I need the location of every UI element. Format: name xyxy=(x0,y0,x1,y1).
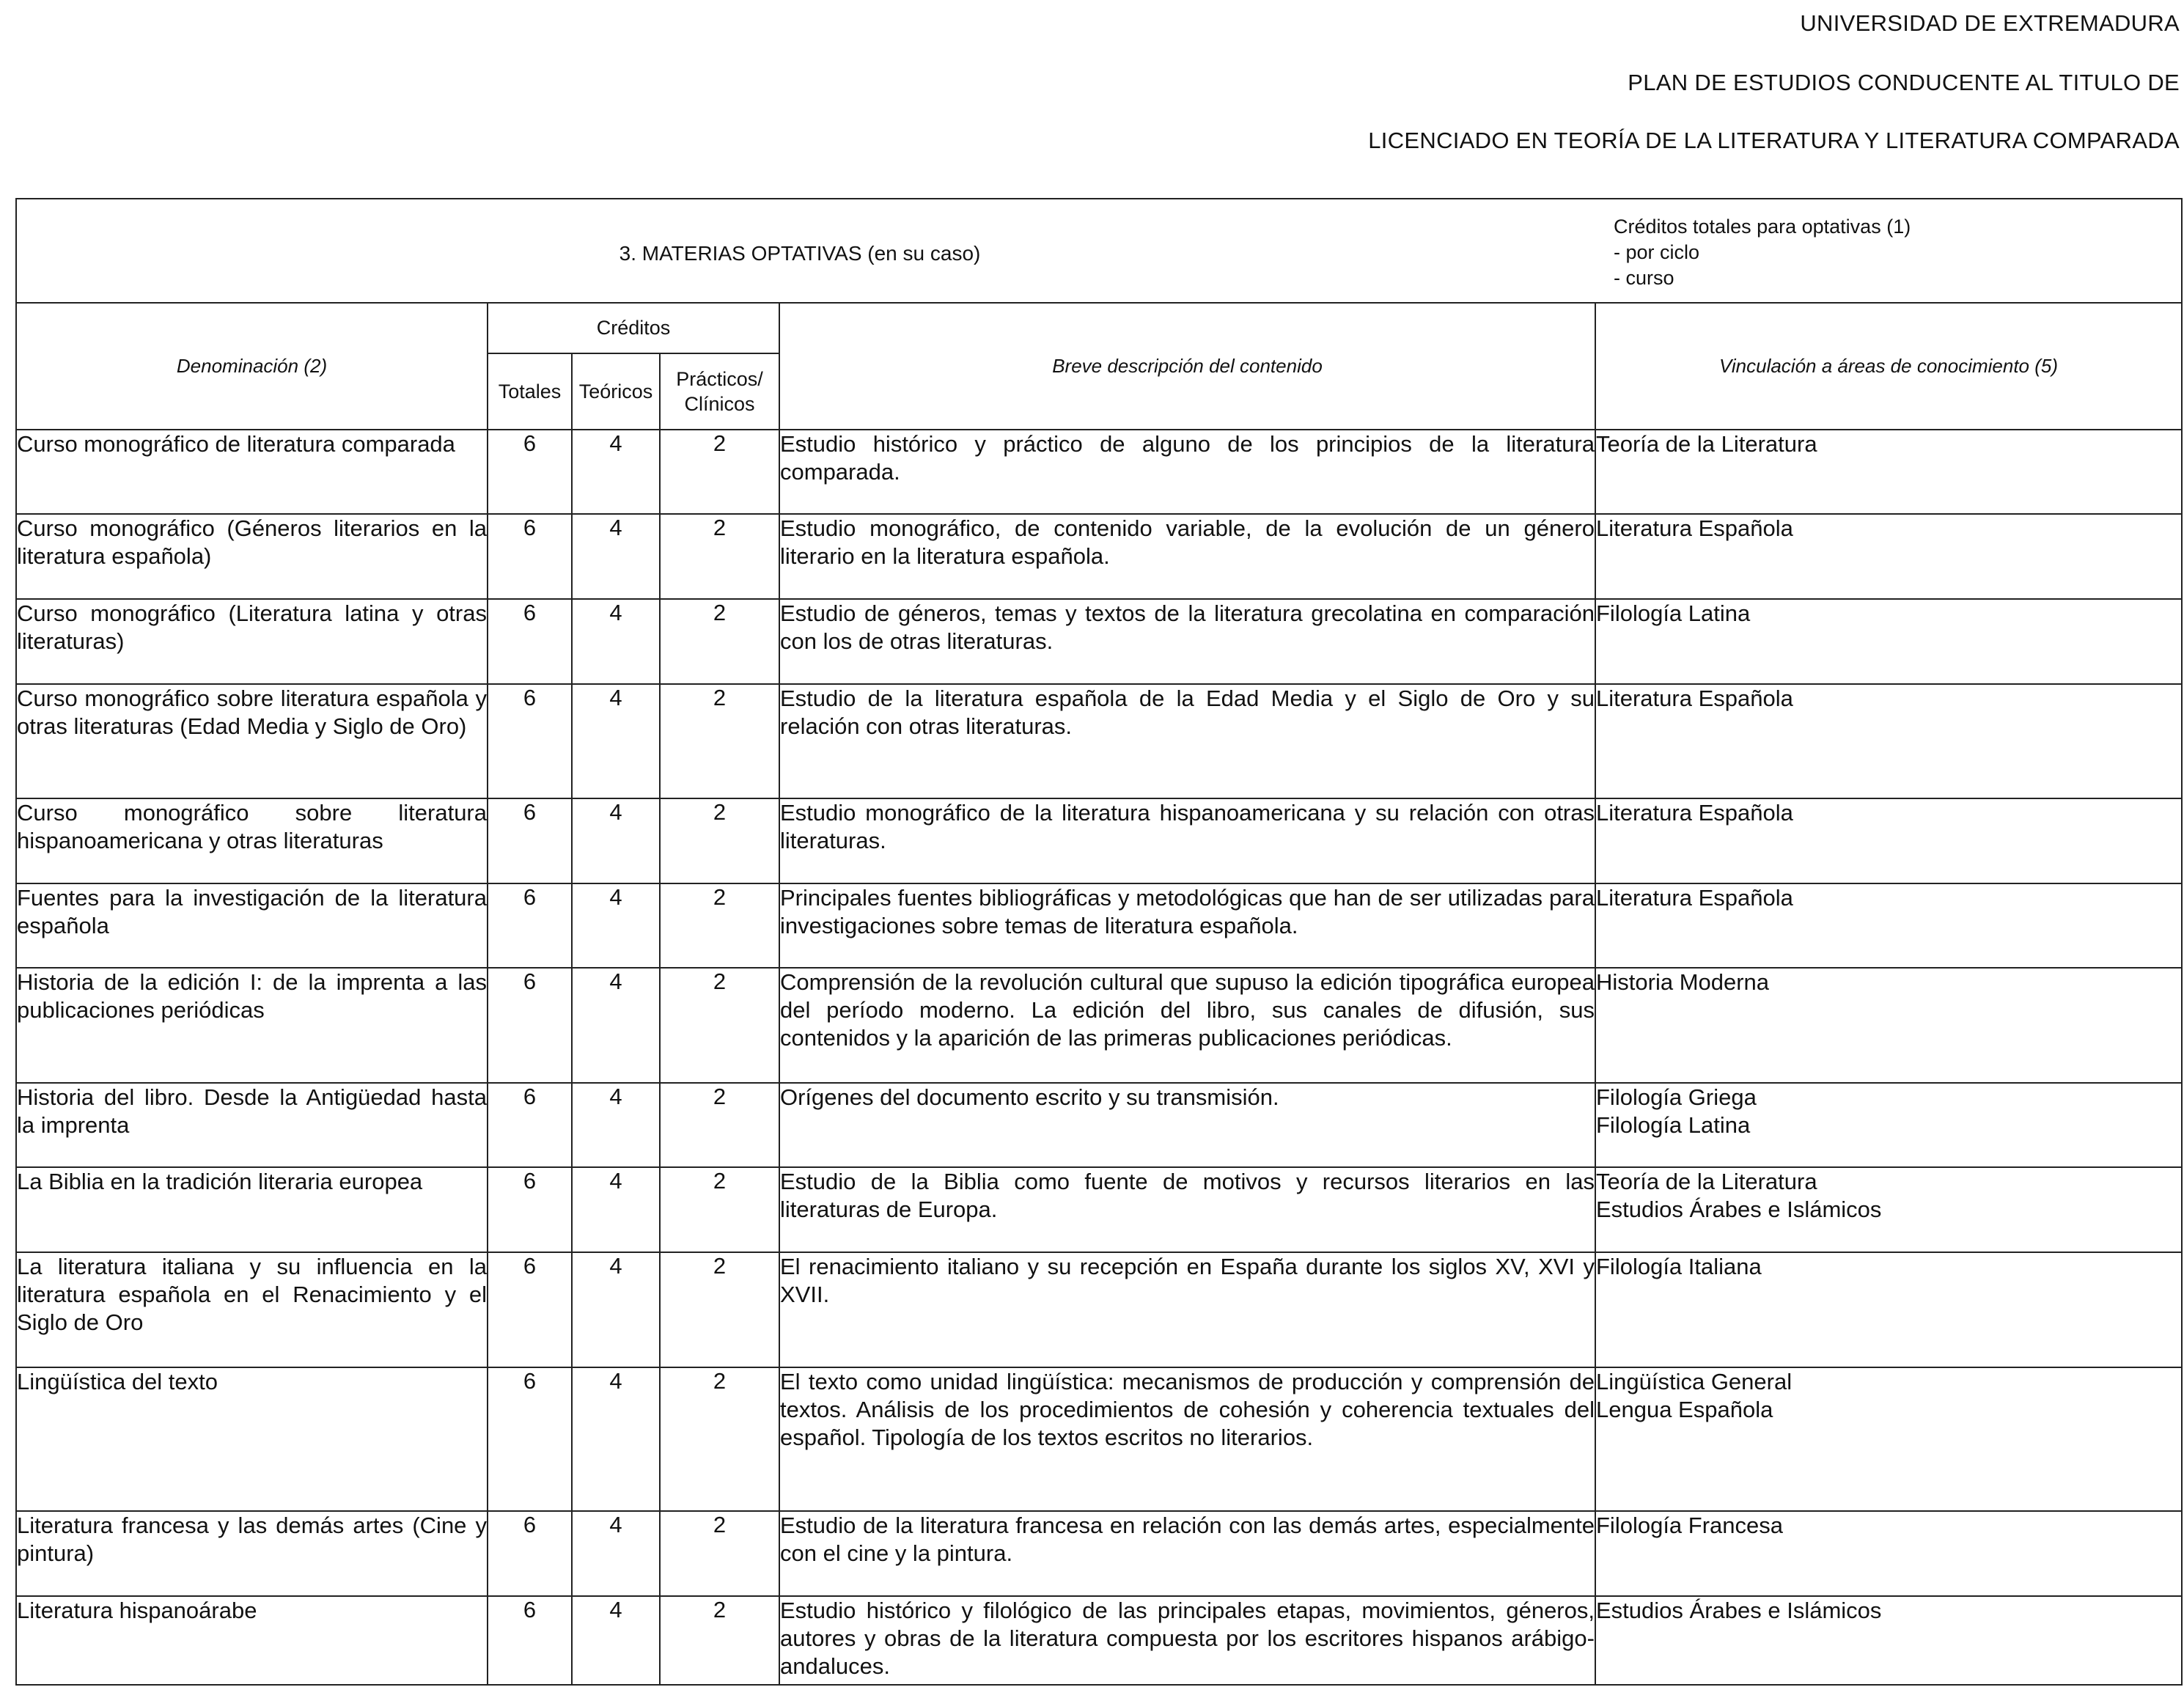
knowledge-area xyxy=(1595,599,2182,684)
subject-name: Literatura hispanoárabe xyxy=(16,1596,488,1685)
subject-description: Estudio histórico y filológico de las principales etapas, movimientos, géneros, autores y obras de la literatura compuesta por los escritores hispanos arábigo-andaluces. xyxy=(779,1596,1595,1685)
subject-name: Curso monográfico (Géneros literarios en la literatura española) xyxy=(16,514,488,599)
credits-totales: 6 xyxy=(488,1252,572,1367)
knowledge-area-line: Teoría de la Literatura xyxy=(1596,1169,1817,1195)
credits-per-cycle-label: - por ciclo xyxy=(1614,241,1700,263)
knowledge-area-line: Lengua Española xyxy=(1596,1396,1773,1422)
credits-teoricos: 4 xyxy=(572,1367,660,1512)
knowledge-area-line: Literatura Española xyxy=(1596,884,1793,911)
subject-name: Fuentes para la investigación de la literatura española xyxy=(16,883,488,969)
credits-totales: 6 xyxy=(488,599,572,684)
subject-description: Principales fuentes bibliográficas y metodológicas que han de ser utilizadas para investigaciones sobre temas de literatura española. xyxy=(779,883,1595,969)
credits-totales: 6 xyxy=(488,1511,572,1596)
knowledge-area xyxy=(1595,1252,2182,1367)
credits-practicos: 2 xyxy=(660,1511,779,1596)
knowledge-area-line: Filología Italiana xyxy=(1596,1254,1762,1280)
credits-totales: 6 xyxy=(488,1167,572,1252)
credits-totales: 6 xyxy=(488,430,572,515)
credits-totales: 6 xyxy=(488,1083,572,1168)
subject-name: Lingüística del texto xyxy=(16,1367,488,1512)
credits-teoricos: 4 xyxy=(572,430,660,515)
section-header xyxy=(16,199,2182,303)
table-row xyxy=(16,1083,2182,1168)
credits-totales: 6 xyxy=(488,798,572,883)
knowledge-area-line: Literatura Española xyxy=(1596,800,1793,826)
subject-description: Estudio de la literatura española de la Edad Media y el Siglo de Oro y su relación con otras literaturas. xyxy=(779,684,1595,798)
subject-name: Literatura francesa y las demás artes (Cine y pintura) xyxy=(16,1511,488,1596)
credits-practicos: 2 xyxy=(660,1596,779,1685)
table-row xyxy=(16,430,2182,515)
credits-practicos: 2 xyxy=(660,968,779,1082)
column-header-vinculacion: Vinculación a áreas de conocimiento (5) xyxy=(1595,303,2182,430)
credits-totales: 6 xyxy=(488,1367,572,1512)
subject-description: Comprensión de la revolución cultural que supuso la edición tipográfica europea del período moderno. La edición del libro, sus canales de difusión, sus contenidos y la aparición de las primeras publicaciones periódicas. xyxy=(779,968,1595,1082)
knowledge-area-line: Teoría de la Literatura xyxy=(1596,430,1817,457)
knowledge-area xyxy=(1595,1367,2182,1512)
table-row xyxy=(16,1511,2182,1596)
knowledge-area-line: Historia Moderna xyxy=(1596,969,1770,996)
column-header-teoricos: Teóricos xyxy=(572,353,660,430)
subject-description: Estudio de géneros, temas y textos de la literatura grecolatina en comparación con los de otras literaturas. xyxy=(779,599,1595,684)
subject-description: El renacimiento italiano y su recepción en España durante los siglos XV, XVI y XVII. xyxy=(779,1252,1595,1367)
credits-practicos: 2 xyxy=(660,430,779,515)
credits-practicos: 2 xyxy=(660,599,779,684)
credits-teoricos: 4 xyxy=(572,798,660,883)
knowledge-area-line: Estudios Árabes e Islámicos xyxy=(1596,1197,1882,1223)
table-row xyxy=(16,1252,2182,1367)
credits-totales: 6 xyxy=(488,1596,572,1685)
subject-description: Estudio histórico y práctico de alguno de los principios de la literatura comparada. xyxy=(779,430,1595,515)
credits-teoricos: 4 xyxy=(572,1167,660,1252)
credits-teoricos: 4 xyxy=(572,684,660,798)
table-row xyxy=(16,599,2182,684)
subject-name: Curso monográfico sobre literatura española y otras literaturas (Edad Media y Siglo de Oro) xyxy=(16,684,488,798)
credits-practicos: 2 xyxy=(660,684,779,798)
credits-practicos: 2 xyxy=(660,514,779,599)
table-row xyxy=(16,684,2182,798)
credits-teoricos: 4 xyxy=(572,1596,660,1685)
knowledge-area-line: Filología Francesa xyxy=(1596,1513,1784,1539)
plan-title: PLAN DE ESTUDIOS CONDUCENTE AL TITULO DE xyxy=(1628,70,2180,95)
credits-practicos: 2 xyxy=(660,1083,779,1168)
knowledge-area xyxy=(1595,430,2182,515)
table-row xyxy=(16,798,2182,883)
knowledge-area xyxy=(1595,1511,2182,1596)
table-row xyxy=(16,1367,2182,1512)
credits-practicos: 2 xyxy=(660,1367,779,1512)
knowledge-area-line: Filología Latina xyxy=(1596,1111,1751,1138)
subject-description: Estudio monográfico de la literatura hispanoamericana y su relación con otras literaturas. xyxy=(779,798,1595,883)
knowledge-area-line: Filología Latina xyxy=(1596,600,1751,627)
credits-totales: 6 xyxy=(488,514,572,599)
credits-practicos: 2 xyxy=(660,883,779,969)
knowledge-area-line: Lingüística General xyxy=(1596,1368,1793,1394)
credits-total-label: Créditos totales para optativas (1) xyxy=(1614,216,1911,238)
knowledge-area xyxy=(1595,968,2182,1082)
degree-title: LICENCIADO EN TEORÍA DE LA LITERATURA Y LITERATURA COMPARADA xyxy=(1368,128,2180,153)
knowledge-area xyxy=(1595,883,2182,969)
subject-name: Curso monográfico (Literatura latina y otras literaturas) xyxy=(16,599,488,684)
credits-totales: 6 xyxy=(488,684,572,798)
subject-description: El texto como unidad lingüística: mecanismos de producción y comprensión de textos. Análisis de los procedimientos de cohesión y coherencia textuales del español. Tipología de los textos escritos no literarios. xyxy=(779,1367,1595,1512)
knowledge-area-line: Literatura Española xyxy=(1596,515,1793,542)
credits-practicos: 2 xyxy=(660,798,779,883)
knowledge-area xyxy=(1595,1596,2182,1685)
credits-teoricos: 4 xyxy=(572,599,660,684)
clinicos-label: Clínicos xyxy=(684,392,755,415)
subject-name: La literatura italiana y su influencia en la literatura española en el Renacimiento y el Siglo de Oro xyxy=(16,1252,488,1367)
credits-totales: 6 xyxy=(488,968,572,1082)
credits-per-course-label: - curso xyxy=(1614,267,1674,289)
column-header-totales: Totales xyxy=(488,353,572,430)
knowledge-area xyxy=(1595,684,2182,798)
credits-teoricos: 4 xyxy=(572,968,660,1082)
subject-name: Curso monográfico sobre literatura hispanoamericana y otras literaturas xyxy=(16,798,488,883)
column-header-creditos: Créditos xyxy=(488,303,779,353)
knowledge-area-line: Literatura Española xyxy=(1596,685,1793,711)
knowledge-area xyxy=(1595,798,2182,883)
credits-teoricos: 4 xyxy=(572,1511,660,1596)
column-header-descripcion: Breve descripción del contenido xyxy=(779,303,1595,430)
credits-teoricos: 4 xyxy=(572,1083,660,1168)
knowledge-area xyxy=(1595,514,2182,599)
knowledge-area-line: Filología Griega xyxy=(1596,1084,1757,1110)
table-row xyxy=(16,514,2182,599)
column-header-practicos xyxy=(660,353,779,430)
optional-subjects-table xyxy=(15,198,2183,1686)
university-name: UNIVERSIDAD DE EXTREMADURA xyxy=(1800,10,2180,36)
subject-name: Historia del libro. Desde la Antigüedad hasta la imprenta xyxy=(16,1083,488,1168)
knowledge-area-line: Estudios Árabes e Islámicos xyxy=(1596,1598,1882,1624)
credits-summary xyxy=(1614,214,1911,291)
subject-description: Orígenes del documento escrito y su transmisión. xyxy=(779,1083,1595,1168)
credits-teoricos: 4 xyxy=(572,514,660,599)
subject-description: Estudio de la literatura francesa en relación con las demás artes, especialmente con el cine y la pintura. xyxy=(779,1511,1595,1596)
subject-name: Curso monográfico de literatura comparada xyxy=(16,430,488,515)
section-title: 3. MATERIAS OPTATIVAS (en su caso) xyxy=(619,242,981,265)
practicos-label: Prácticos/ xyxy=(676,367,763,390)
credits-teoricos: 4 xyxy=(572,1252,660,1367)
subject-description: Estudio de la Biblia como fuente de motivos y recursos literarios en las literaturas de Europa. xyxy=(779,1167,1595,1252)
credits-practicos: 2 xyxy=(660,1167,779,1252)
credits-totales: 6 xyxy=(488,883,572,969)
table-row xyxy=(16,883,2182,969)
knowledge-area xyxy=(1595,1167,2182,1252)
credits-teoricos: 4 xyxy=(572,883,660,969)
subject-description: Estudio monográfico, de contenido variable, de la evolución de un género literario en la literatura española. xyxy=(779,514,1595,599)
table-row xyxy=(16,1167,2182,1252)
subject-name: Historia de la edición I: de la imprenta a las publicaciones periódicas xyxy=(16,968,488,1082)
knowledge-area xyxy=(1595,1083,2182,1168)
subject-name: La Biblia en la tradición literaria europea xyxy=(16,1167,488,1252)
table-row xyxy=(16,1596,2182,1685)
column-header-denominacion: Denominación (2) xyxy=(16,303,488,430)
table-row xyxy=(16,968,2182,1082)
credits-practicos: 2 xyxy=(660,1252,779,1367)
